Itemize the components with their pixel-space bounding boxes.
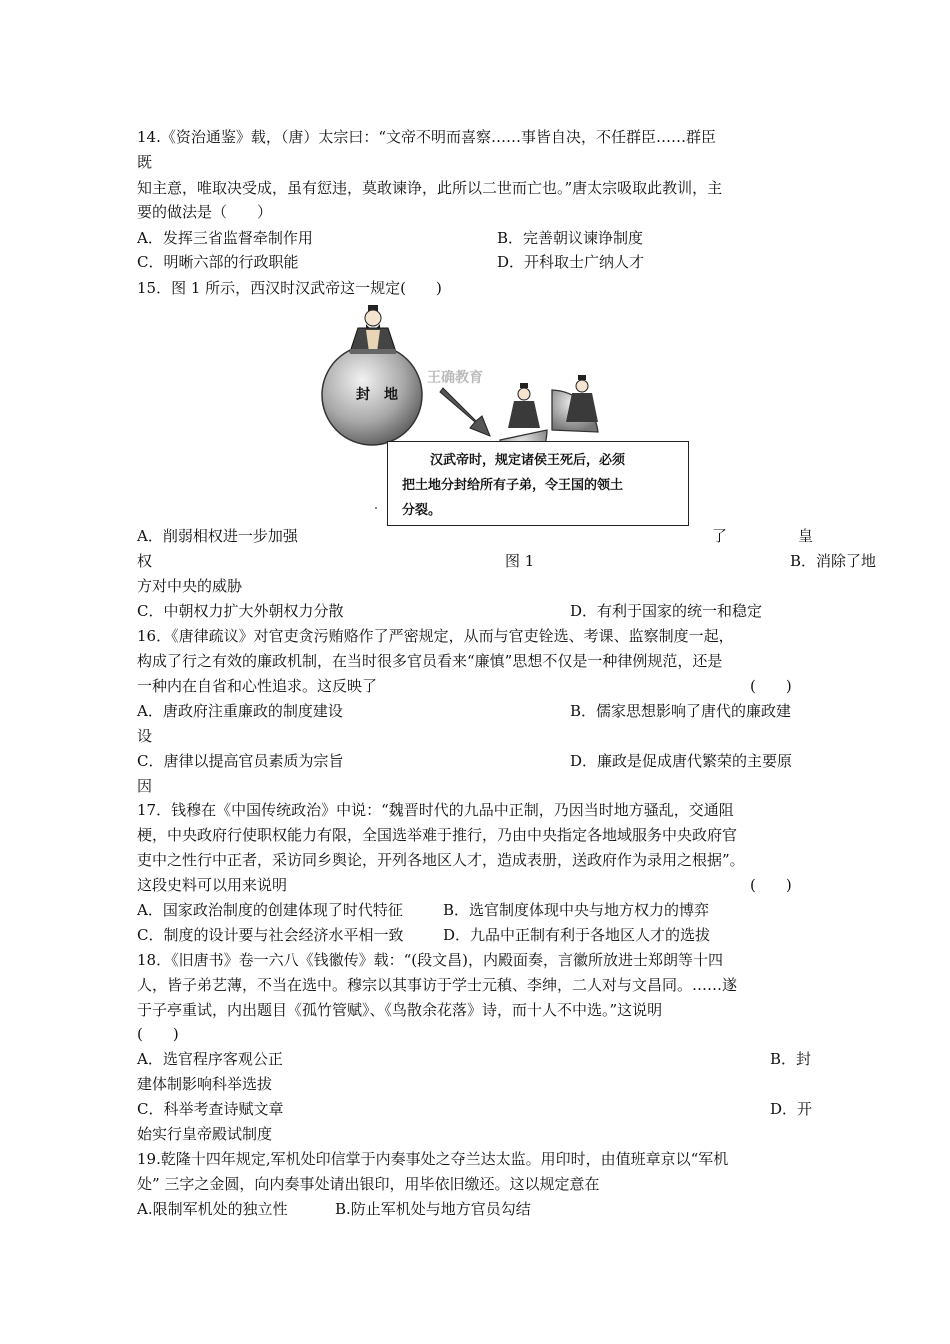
arrow-icon (440, 388, 490, 436)
q17-answer-paren: ( ) (750, 876, 792, 894)
q16-option-b: B．儒家思想影响了唐代的廉政建 (570, 702, 792, 720)
q15-stem: 15．图 1 所示，西汉时汉武帝这一规定( ) (137, 279, 442, 297)
q16-line1: 16．《唐律疏议》对官吏贪污贿赂作了严密规定，从而与官吏铨选、考课、监察制度一起， (137, 627, 734, 645)
q19-option-b: B.防止军机处与地方官员勾结 (335, 1200, 531, 1218)
q17-line1: 17．钱穆在《中国传统政治》中说：“魏晋时代的九品中正制，乃因当时地方骚乱，交通阻 (137, 801, 734, 819)
figure-label: 图 1 (505, 552, 535, 570)
q17-line4: 这段史料可以用来说明 (137, 876, 288, 894)
q15-option-a-part3: 皇 (798, 527, 814, 545)
q15-option-d: D．有利于国家的统一和稳定 (570, 602, 763, 620)
q17-option-c: C．制度的设计要与社会经济水平相一致 (137, 926, 404, 944)
q15-option-a-wrap: 权 (137, 552, 153, 570)
watermark-text: 王确教育 (427, 370, 483, 386)
q17-option-a: A．国家政治制度的创建体现了时代特征 (137, 901, 403, 919)
q15-option-a-part2: 了 (712, 527, 728, 545)
q16-option-d-wrap: 因 (137, 777, 153, 795)
caption-line-1: 汉武帝时，规定诸侯王死后，必须 (430, 453, 626, 468)
q17-option-b: B．选官制度体现中央与地方权力的博弈 (443, 901, 710, 919)
q16-line3: 一种内在自省和心性追求。这反映了 (137, 677, 378, 695)
q19-line1: 19.乾隆十四年规定,军机处印信掌于内奏事处之夺兰达太监。用印时，由值班章京以“军机 (137, 1150, 729, 1168)
q15-option-a: A．削弱相权进一步加强 (137, 527, 298, 545)
q18-option-a: A．选官程序客观公正 (137, 1050, 283, 1068)
q18-line1: 18．《旧唐书》卷一六八《钱徽传》载：“(段文昌)，内殿面奏，言徽所放进士郑朗等十四 (137, 951, 723, 969)
q16-option-d: D．廉政是促成唐代繁荣的主要原 (570, 752, 793, 770)
q16-option-c: C．唐律以提高官员素质为宗旨 (137, 752, 344, 770)
q14-option-b: B．完善朝议谏诤制度 (497, 229, 644, 247)
q15-option-b: B．消除了地 (790, 552, 877, 570)
q16-option-b-wrap: 设 (137, 727, 153, 745)
q14-option-d: D．开科取士广纳人才 (497, 253, 645, 271)
q15-option-c: C．中朝权力扩大外朝权力分散 (137, 602, 344, 620)
q19-option-a: A.限制军机处的独立性 (137, 1200, 288, 1218)
q14-line1-wrap: 既 (137, 153, 153, 171)
q14-line2: 知主意，唯取决受成，虽有愆违，莫敢谏诤，此所以二世而亡也。”唐太宗吸取此教训，主 (137, 179, 723, 197)
q16-answer-paren: ( ) (750, 677, 792, 695)
q16-line2: 构成了行之有效的廉政机制，在当时很多官员看来“廉慎”思想不仅是一种律例规范，还是 (137, 652, 723, 670)
figure-caption-box (387, 441, 689, 526)
q14-line3: 要的做法是（ ） (137, 203, 273, 221)
q18-line3: 于子亭重试，内出题目《孤竹管赋》、《鸟散余花落》诗，而十人不中选。”这说明 (137, 1001, 663, 1019)
q17-line3: 吏中之性行中正者，采访同乡舆论，开列各地区人才，造成表册，送政府作为录用之根据”。 (137, 851, 745, 869)
q18-line4: ( ) (137, 1025, 179, 1043)
q19-line2: 处” 三字之金圆，向内奏事处请出银印，用毕依旧缴还。这以规定意在 (137, 1175, 600, 1193)
caption-line-2: 把土地分封给所有子弟，令王国的领土 (402, 478, 624, 493)
q16-option-a: A．唐政府注重廉政的制度建设 (137, 702, 343, 720)
q14-line1: 14.《资治通鉴》载，（唐）太宗曰：“文帝不明而喜察……事皆自决，不任群臣……群臣 (137, 128, 717, 146)
q18-option-d-wrap: 始实行皇帝殿试制度 (137, 1125, 273, 1143)
q17-line2: 梗，中央政府行使职权能力有限，全国选举难于推行，乃由中央指定各地域服务中央政府官 (137, 826, 738, 844)
q14-option-a: A．发挥三省监督牵制作用 (137, 229, 313, 247)
q18-option-b: B．封 (770, 1050, 812, 1068)
q18-line2: 人，皆子弟艺薄，不当在选中。穆宗以其事访于学士元稹、李绅，二人对与文昌同。……遂 (137, 976, 738, 994)
prince-figure-left (508, 383, 540, 428)
emperor-figure (350, 305, 396, 354)
caption-line-3: 分裂。 (402, 503, 442, 518)
q18-option-c: C．科举考查诗赋文章 (137, 1100, 284, 1118)
q15-option-b-wrap: 方对中央的威胁 (137, 577, 243, 595)
q14-option-c: C．明晰六部的行政职能 (137, 253, 299, 271)
fief-label: 封 地 (356, 387, 398, 403)
q18-option-d: D．开 (770, 1100, 813, 1118)
q17-option-d: D．九品中正制有利于各地区人才的选拔 (443, 926, 711, 944)
q18-option-b-wrap: 建体制影响科举选拔 (137, 1075, 273, 1093)
